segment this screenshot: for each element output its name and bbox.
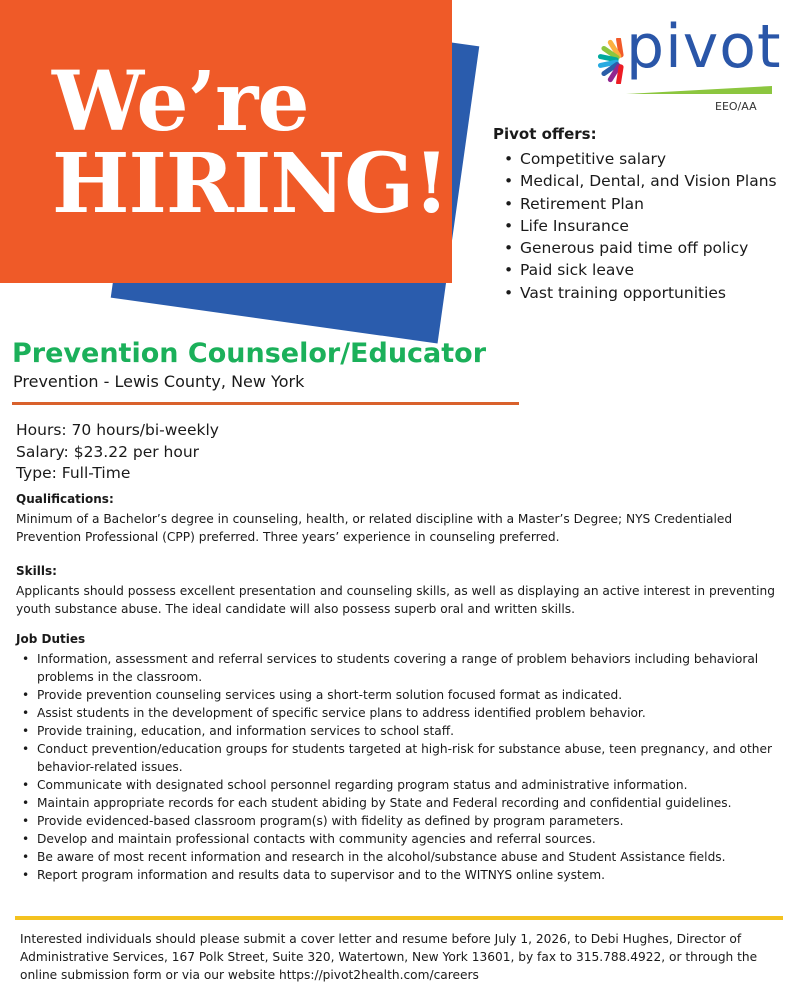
application-instructions: Interested individuals should please submit a cover letter and resume before July 1, 2026, to Debi Hughes, Director of Administrative Services, 167 Polk Street, Suite 320, Watertown, New York 13601, by fax to 315.788.4922, or through the online submission form or via our website https://pivot2health.com/careers [20, 932, 758, 982]
offer-item: • Medical, Dental, and Vision Plans [498, 170, 777, 192]
qualifications-text: Minimum of a Bachelor’s degree in counseling, health, or related discipline with a Master’s Degree; NYS Credentialed Prevention Professional (CPP) preferred. Three years’ experience in counseling preferred. [16, 512, 733, 544]
offer-item: • Vast training opportunities [498, 282, 777, 304]
offers-list [498, 148, 777, 304]
offer-item: • Competitive salary [498, 148, 777, 170]
eeo-tag: EEO/AA [715, 100, 757, 113]
duty-item: • Provide evidenced-based classroom program(s) with fidelity as defined by program parameters. [20, 812, 790, 830]
title-divider [12, 402, 519, 405]
offer-item: • Paid sick leave [498, 259, 777, 281]
skills-text: Applicants should possess excellent presentation and counseling skills, as well as displaying an active interest in preventing youth substance abuse. The ideal candidate will also possess superb oral and written skills. [16, 584, 775, 616]
duty-item: • Report program information and results data to supervisor and to the WITNYS online system. [20, 866, 790, 884]
logo-underline [626, 86, 772, 94]
duty-item: • Provide prevention counseling services using a short-term solution focused format as indicated. [20, 686, 790, 704]
job-location: Prevention - Lewis County, New York [13, 372, 305, 391]
job-title: Prevention Counselor/Educator [12, 338, 487, 369]
pivot-logo [582, 12, 782, 100]
qualifications-heading: Qualifications: [16, 492, 114, 506]
offers-title: Pivot offers: [493, 125, 597, 143]
banner-line-1: We’re [52, 54, 309, 150]
duty-item: • Assist students in the development of specific service plans to address identified problem behavior. [20, 704, 790, 722]
duty-item: • Be aware of most recent information and research in the alcohol/substance abuse and Student Assistance fields. [20, 848, 790, 866]
pivot-fan-icon [582, 38, 628, 84]
offer-item: • Generous paid time off policy [498, 237, 777, 259]
duty-item: • Information, assessment and referral services to students covering a range of problem behaviors including behavioral problems in the classroom. [20, 650, 790, 686]
duty-item: • Provide training, education, and information services to school staff. [20, 722, 790, 740]
duty-item: • Communicate with designated school personnel regarding program status and administrative information. [20, 776, 790, 794]
duties-heading: Job Duties [16, 632, 86, 646]
duty-item: • Maintain appropriate records for each student abiding by State and Federal recording and confidential guidelines. [20, 794, 790, 812]
skills-heading: Skills: [16, 564, 57, 578]
job-hours: Hours: 70 hours/bi-weekly [16, 421, 219, 439]
fan-ray [600, 57, 616, 60]
duties-list [20, 650, 790, 884]
job-salary: Salary: $23.22 per hour [16, 442, 200, 461]
logo-word: pivot [626, 12, 782, 82]
duty-item: • Conduct prevention/education groups for students targeted at high-risk for substance abuse, teen pregnancy, and other behavior-related issues. [20, 740, 790, 776]
fan-ray [619, 67, 622, 83]
offer-item: • Life Insurance [498, 215, 777, 237]
footer-divider [15, 916, 783, 920]
job-type: Type: Full-Time [16, 464, 131, 482]
job-meta [16, 420, 219, 485]
duty-item: • Develop and maintain professional contacts with community agencies and referral sources. [20, 830, 790, 848]
hiring-banner [0, 0, 452, 283]
banner-line-2: HIRING! [52, 136, 449, 232]
offer-item: • Retirement Plan [498, 193, 777, 215]
